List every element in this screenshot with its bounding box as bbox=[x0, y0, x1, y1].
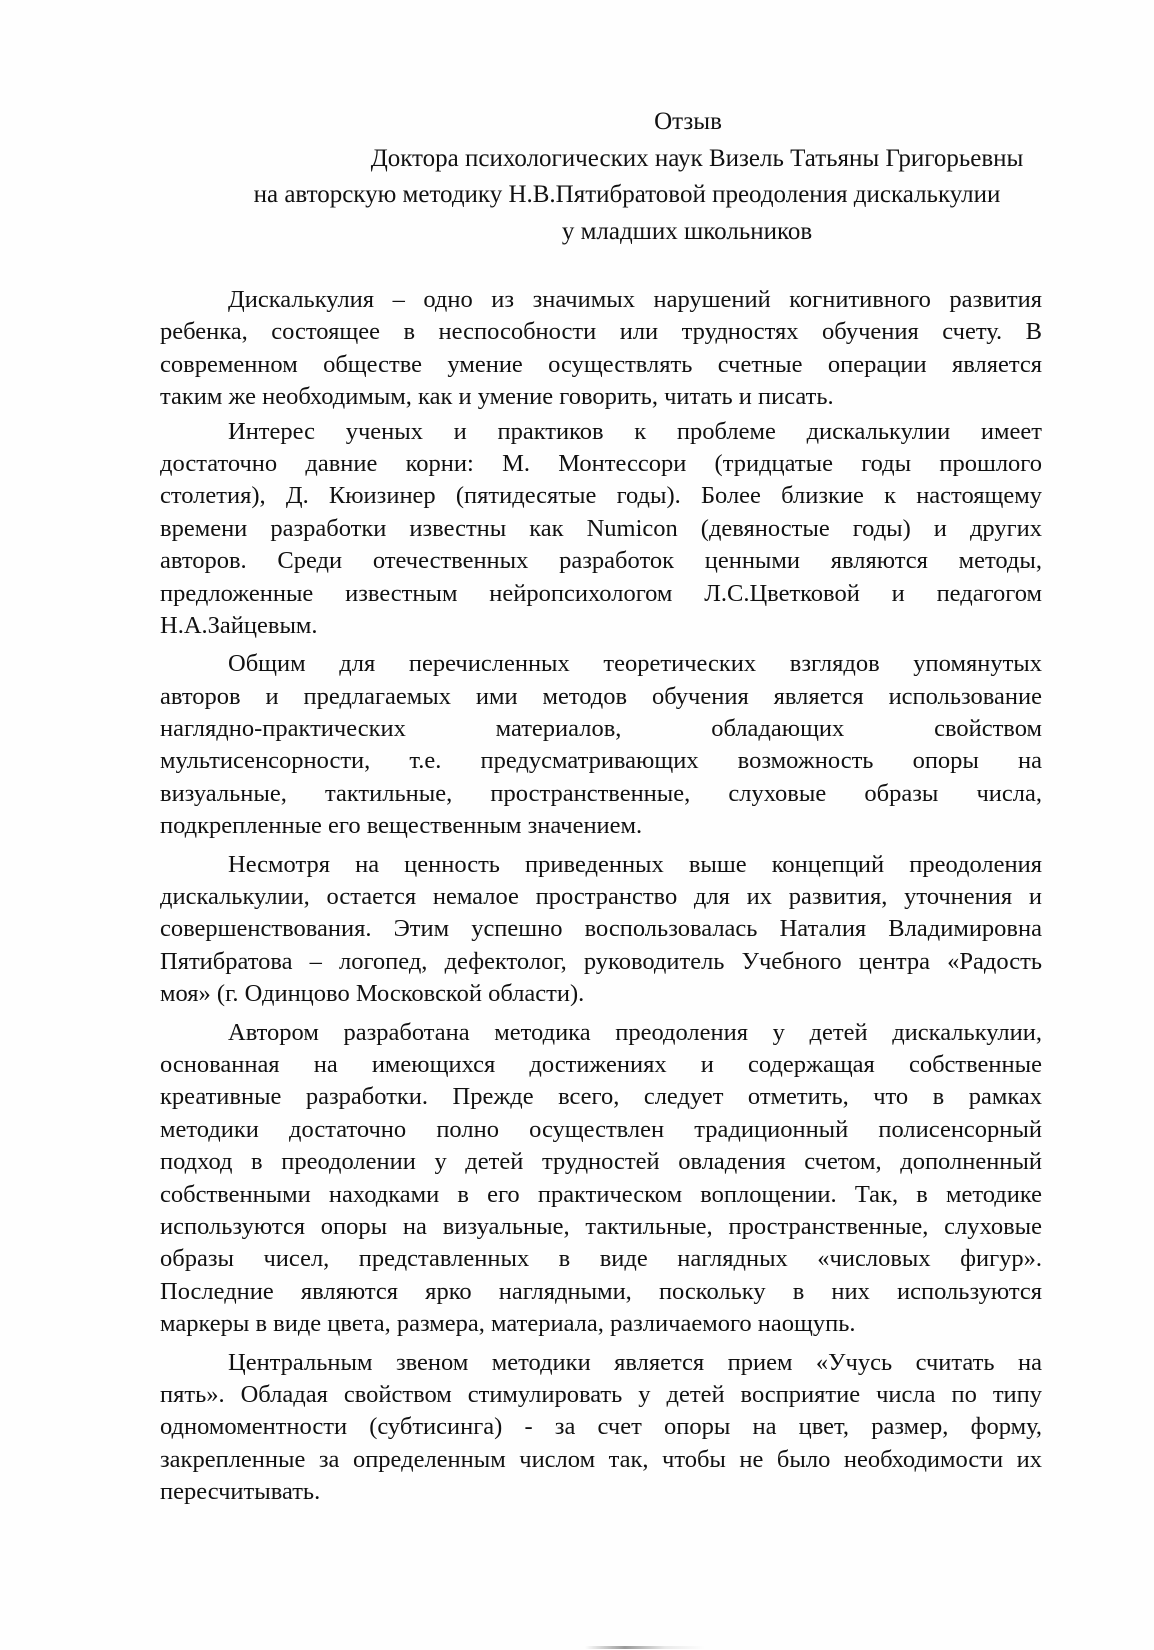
text-line: пять». Обладая свойством стимулировать у детей восприятие числа по типу bbox=[160, 1380, 1042, 1408]
paragraph-5 bbox=[160, 1017, 1042, 1341]
text-line: подход в преодолении у детей трудностей овладения счетом, дополненный bbox=[160, 1148, 1042, 1176]
text-line: таким же необходимым, как и умение говорить, читать и писать. bbox=[160, 383, 834, 411]
text-line: времени разработки известны как Numicon (девяностые годы) и других bbox=[160, 514, 1042, 542]
text-line: одномоментности (субтисинга) - за счет опоры на цвет, размер, форму, bbox=[160, 1413, 1042, 1441]
text-line: Н.А.Зайцевым. bbox=[160, 611, 318, 639]
text-line: подкрепленные его вещественным значением. bbox=[160, 812, 643, 840]
scan-artifact bbox=[585, 1646, 705, 1649]
paragraph-1 bbox=[160, 284, 1042, 414]
text-line: собственными находками в его практическом воплощении. Так, в методике bbox=[160, 1180, 1042, 1208]
text-line: маркеры в виде цвета, размера, материала, различаемого наощупь. bbox=[160, 1310, 856, 1338]
text-line: Центральным звеном методики является прием «Учусь считать на bbox=[228, 1348, 1042, 1376]
text-line: Общим для перечисленных теоретических взглядов упомянутых bbox=[228, 650, 1042, 678]
text-line: столетия), Д. Кюизинер (пятидесятые годы). Более близкие к настоящему bbox=[160, 482, 1042, 510]
paragraph-6 bbox=[160, 1347, 1042, 1509]
text-line: пересчитывать. bbox=[160, 1478, 321, 1506]
text-line: используются опоры на визуальные, тактильные, пространственные, слуховые bbox=[160, 1212, 1042, 1240]
text-line: образы чисел, представленных в виде наглядных «числовых фигур». bbox=[160, 1245, 1042, 1273]
text-line: достаточно давние корни: М. Монтессори (тридцатые годы прошлого bbox=[160, 449, 1042, 477]
text-line: авторов и предлагаемых ими методов обучения является использование bbox=[160, 682, 1042, 710]
heading-line-author: Доктора психологических наук Визель Татьяны Григорьевны bbox=[370, 144, 1024, 172]
text-line: визуальные, тактильные, пространственные, слуховые образы числа, bbox=[160, 779, 1042, 807]
text-line: авторов. Среди отечественных разработок ценными являются методы, bbox=[160, 547, 1042, 575]
document-heading bbox=[0, 104, 1154, 250]
text-line: наглядно-практических материалов, обладающих свойством bbox=[160, 715, 1042, 743]
paragraph-2 bbox=[160, 416, 1042, 643]
text-line: совершенствования. Этим успешно воспользовалась Наталия Владимировна bbox=[160, 915, 1042, 943]
text-line: Последние являются ярко наглядными, поскольку в них используются bbox=[160, 1277, 1042, 1305]
text-line: дискалькулии, остается немалое пространство для их развития, уточнения и bbox=[160, 883, 1042, 911]
text-line: мультисенсорности, т.е. предусматривающих возможность опоры на bbox=[160, 747, 1042, 775]
text-line: Дискалькулия – одно из значимых нарушений когнитивного развития bbox=[228, 286, 1042, 313]
text-line: Пятибратова – логопед, дефектолог, руководитель Учебного центра «Радость bbox=[160, 947, 1042, 975]
text-line: Автором разработана методика преодоления у детей дискалькулии, bbox=[228, 1018, 1042, 1046]
text-line: Интерес ученых и практиков к проблеме дискалькулии имеет bbox=[228, 417, 1042, 445]
text-line: ребенка, состоящее в неспособности или трудностях обучения счету. В bbox=[160, 318, 1042, 346]
heading-line-audience: у младших школьников bbox=[561, 217, 813, 245]
heading-line-subject: на авторскую методику Н.В.Пятибратовой преодоления дискалькулии bbox=[253, 181, 1001, 208]
text-line: закрепленные за определенным числом так, чтобы не было необходимости их bbox=[160, 1445, 1042, 1473]
text-line: основанная на имеющихся достижениях и содержащая собственные bbox=[160, 1050, 1042, 1078]
paragraph-4 bbox=[160, 849, 1042, 1011]
text-line: моя» (г. Одинцово Московской области). bbox=[160, 980, 585, 1008]
text-line: современном обществе умение осуществлять счетные операции является bbox=[160, 350, 1042, 378]
text-line: методики достаточно полно осуществлен традиционный полисенсорный bbox=[160, 1115, 1042, 1143]
document-body bbox=[160, 284, 1042, 1508]
text-line: креативные разработки. Прежде всего, следует отметить, что в рамках bbox=[160, 1083, 1042, 1111]
heading-title: Отзыв bbox=[654, 108, 722, 135]
text-line: предложенные известным нейропсихологом Л.С.Цветковой и педагогом bbox=[160, 579, 1042, 607]
paragraph-3 bbox=[160, 648, 1042, 842]
text-line: Несмотря на ценность приведенных выше концепций преодоления bbox=[228, 850, 1042, 878]
